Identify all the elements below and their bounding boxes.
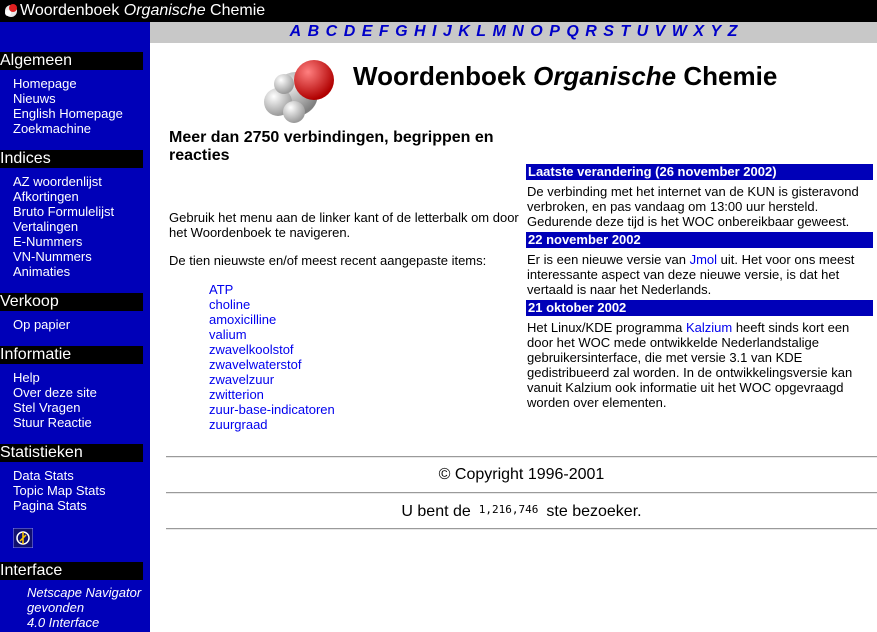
window-title: Woordenboek Organische Chemie xyxy=(20,2,266,19)
recent-intro-text: De tien nieuwste en/of meest recent aangepaste items: xyxy=(169,253,487,268)
sidebar-item-az-woordenlijst[interactable]: AZ woordenlijst xyxy=(13,174,102,189)
sidebar-item-data-stats[interactable]: Data Stats xyxy=(13,468,74,483)
molecule-logo-icon xyxy=(262,56,338,124)
letter-link-c[interactable]: C xyxy=(325,23,338,40)
recent-item-link[interactable]: zwavelwaterstof xyxy=(209,357,302,372)
sidebar-item-e-nummers[interactable]: E-Nummers xyxy=(13,234,83,249)
recent-item-link[interactable]: zwavelkoolstof xyxy=(209,342,294,357)
news-text: De verbinding met het internet van de KUN is gisteravond verbroken, en pas vandaag om 13:00 uur hersteld. Gedurende deze tijd is het WOC onbereikbaar geweest. xyxy=(527,184,859,229)
sidebar-item-stuur-reactie[interactable]: Stuur Reactie xyxy=(13,415,92,430)
letter-link-h[interactable]: H xyxy=(413,23,426,40)
letter-link-k[interactable]: K xyxy=(458,23,470,40)
recent-item-link[interactable]: zuur-base-indicatoren xyxy=(209,402,335,417)
sidebar-heading-algemeen: Algemeen xyxy=(0,52,143,70)
interface-note-line: 4.0 Interface xyxy=(27,615,100,630)
sidebar-list-informatie xyxy=(13,370,97,430)
sidebar-heading-interface: Interface xyxy=(0,562,143,580)
letter-link-t[interactable]: T xyxy=(620,23,631,40)
sidebar-heading-indices: Indices xyxy=(0,150,143,168)
recent-item-link[interactable]: zwitterion xyxy=(209,387,264,402)
sidebar-item-homepage[interactable]: Homepage xyxy=(13,76,77,91)
letter-link-i[interactable]: I xyxy=(431,23,437,40)
letter-link-a[interactable]: A xyxy=(289,23,302,40)
window-title-bar xyxy=(0,0,877,22)
sidebar-item-nieuws[interactable]: Nieuws xyxy=(13,91,56,106)
divider xyxy=(166,528,877,530)
sidebar-item-vn-nummers[interactable]: VN-Nummers xyxy=(13,249,92,264)
sidebar-heading-statistieken: Statistieken xyxy=(0,444,143,462)
sidebar-heading-verkoop: Verkoop xyxy=(0,293,143,311)
page-title: Woordenboek Organische Chemie xyxy=(353,61,778,91)
letter-link-f[interactable]: F xyxy=(378,23,389,40)
sidebar xyxy=(0,22,150,632)
copyright-text: © Copyright 1996-2001 xyxy=(438,466,605,483)
divider xyxy=(166,492,877,494)
lead-text: Meer dan 2750 verbindingen, begrippen en reacties xyxy=(169,129,494,164)
letter-link-o[interactable]: O xyxy=(530,23,543,40)
visitor-counter-line: U bent de 1,216,746 ste bezoeker. xyxy=(401,503,642,520)
news-text: Het Linux/KDE programma Kalzium heeft sinds kort een door het WOC mede ontwikkelde Nederlandstalige gebruikersinterface, die met versie 3.1 van KDE gedistribueerd zal worden. In de ontwikkelingsversie kan vanuit Kalzium ook informatie uit het WOC opgevraagd worden over elementen. xyxy=(527,320,853,410)
letter-link-v[interactable]: V xyxy=(654,23,666,40)
recent-item-link[interactable]: valium xyxy=(209,327,247,342)
recent-items-list xyxy=(209,282,335,432)
sidebar-list-algemeen xyxy=(13,76,123,136)
letter-link-w[interactable]: W xyxy=(671,23,687,40)
sidebar-item-zoekmachine[interactable]: Zoekmachine xyxy=(13,121,92,136)
intro-text: Gebruik het menu aan de linker kant of de letterbalk om door het Woordenboek te navigeren. xyxy=(169,210,519,240)
stats-badge-icon[interactable] xyxy=(13,528,33,548)
interface-note xyxy=(27,585,141,630)
sidebar-item-pagina-stats[interactable]: Pagina Stats xyxy=(13,498,87,513)
letter-link-x[interactable]: X xyxy=(693,23,704,40)
recent-item-link[interactable]: zwavelzuur xyxy=(209,372,275,387)
news-date-heading: 21 oktober 2002 xyxy=(526,300,873,316)
letter-link-j[interactable]: J xyxy=(442,23,452,40)
letter-link-s[interactable]: S xyxy=(603,23,614,40)
recent-item-link[interactable]: choline xyxy=(209,297,251,312)
letter-link-e[interactable]: E xyxy=(361,23,373,40)
letter-link-m[interactable]: M xyxy=(492,23,506,40)
sidebar-list-indices xyxy=(13,174,114,279)
interface-note-line: gevonden xyxy=(27,600,85,615)
letter-link-l[interactable]: L xyxy=(476,23,487,40)
sidebar-item-over-deze-site[interactable]: Over deze site xyxy=(13,385,97,400)
sidebar-item-afkortingen[interactable]: Afkortingen xyxy=(13,189,79,204)
news-date-heading: 22 november 2002 xyxy=(526,232,873,248)
letter-link-g[interactable]: G xyxy=(395,23,408,40)
sidebar-item-animaties[interactable]: Animaties xyxy=(13,264,71,279)
recent-item-link[interactable]: amoxicilline xyxy=(209,312,277,327)
letter-link-p[interactable]: P xyxy=(549,23,560,40)
sidebar-item-op-papier[interactable]: Op papier xyxy=(13,317,71,332)
news-text: Er is een nieuwe versie van Jmol uit. Het voor ons meest interessante aspect van deze nieuwe versie, is dat het vertaald is naar het Nederlands. xyxy=(527,252,855,297)
kalzium-link[interactable]: Kalzium xyxy=(685,320,733,335)
sidebar-item-bruto-formulelijst[interactable]: Bruto Formulelijst xyxy=(13,204,115,219)
sidebar-list-statistieken xyxy=(13,468,106,513)
sidebar-heading-informatie: Informatie xyxy=(0,346,143,364)
sidebar-item-english-homepage[interactable]: English Homepage xyxy=(13,106,123,121)
letter-link-r[interactable]: R xyxy=(585,23,597,40)
news-date-heading: Laatste verandering (26 november 2002) xyxy=(526,164,873,180)
letter-link-b[interactable]: B xyxy=(307,23,320,40)
letter-link-d[interactable]: D xyxy=(343,23,356,40)
interface-note-line: Netscape Navigator xyxy=(27,585,142,600)
letter-link-z[interactable]: Z xyxy=(727,23,738,40)
divider xyxy=(166,456,877,458)
letter-link-n[interactable]: N xyxy=(512,23,524,40)
letter-link-u[interactable]: U xyxy=(636,23,649,40)
letter-link-q[interactable]: Q xyxy=(566,23,579,40)
recent-item-link[interactable]: zuurgraad xyxy=(209,417,268,432)
sidebar-item-stel-vragen[interactable]: Stel Vragen xyxy=(13,400,81,415)
sidebar-list-verkoop xyxy=(13,317,70,332)
recent-item-link[interactable]: ATP xyxy=(209,282,234,297)
visitor-counter: 1,216,746 xyxy=(478,503,539,516)
sidebar-item-topic-map-stats[interactable]: Topic Map Stats xyxy=(13,483,106,498)
letter-link-y[interactable]: Y xyxy=(710,23,722,40)
molecule-logo-icon xyxy=(3,3,18,18)
sidebar-item-help[interactable]: Help xyxy=(13,370,40,385)
jmol-link[interactable]: Jmol xyxy=(689,252,718,267)
sidebar-item-vertalingen[interactable]: Vertalingen xyxy=(13,219,79,234)
letter-bar xyxy=(150,22,877,43)
